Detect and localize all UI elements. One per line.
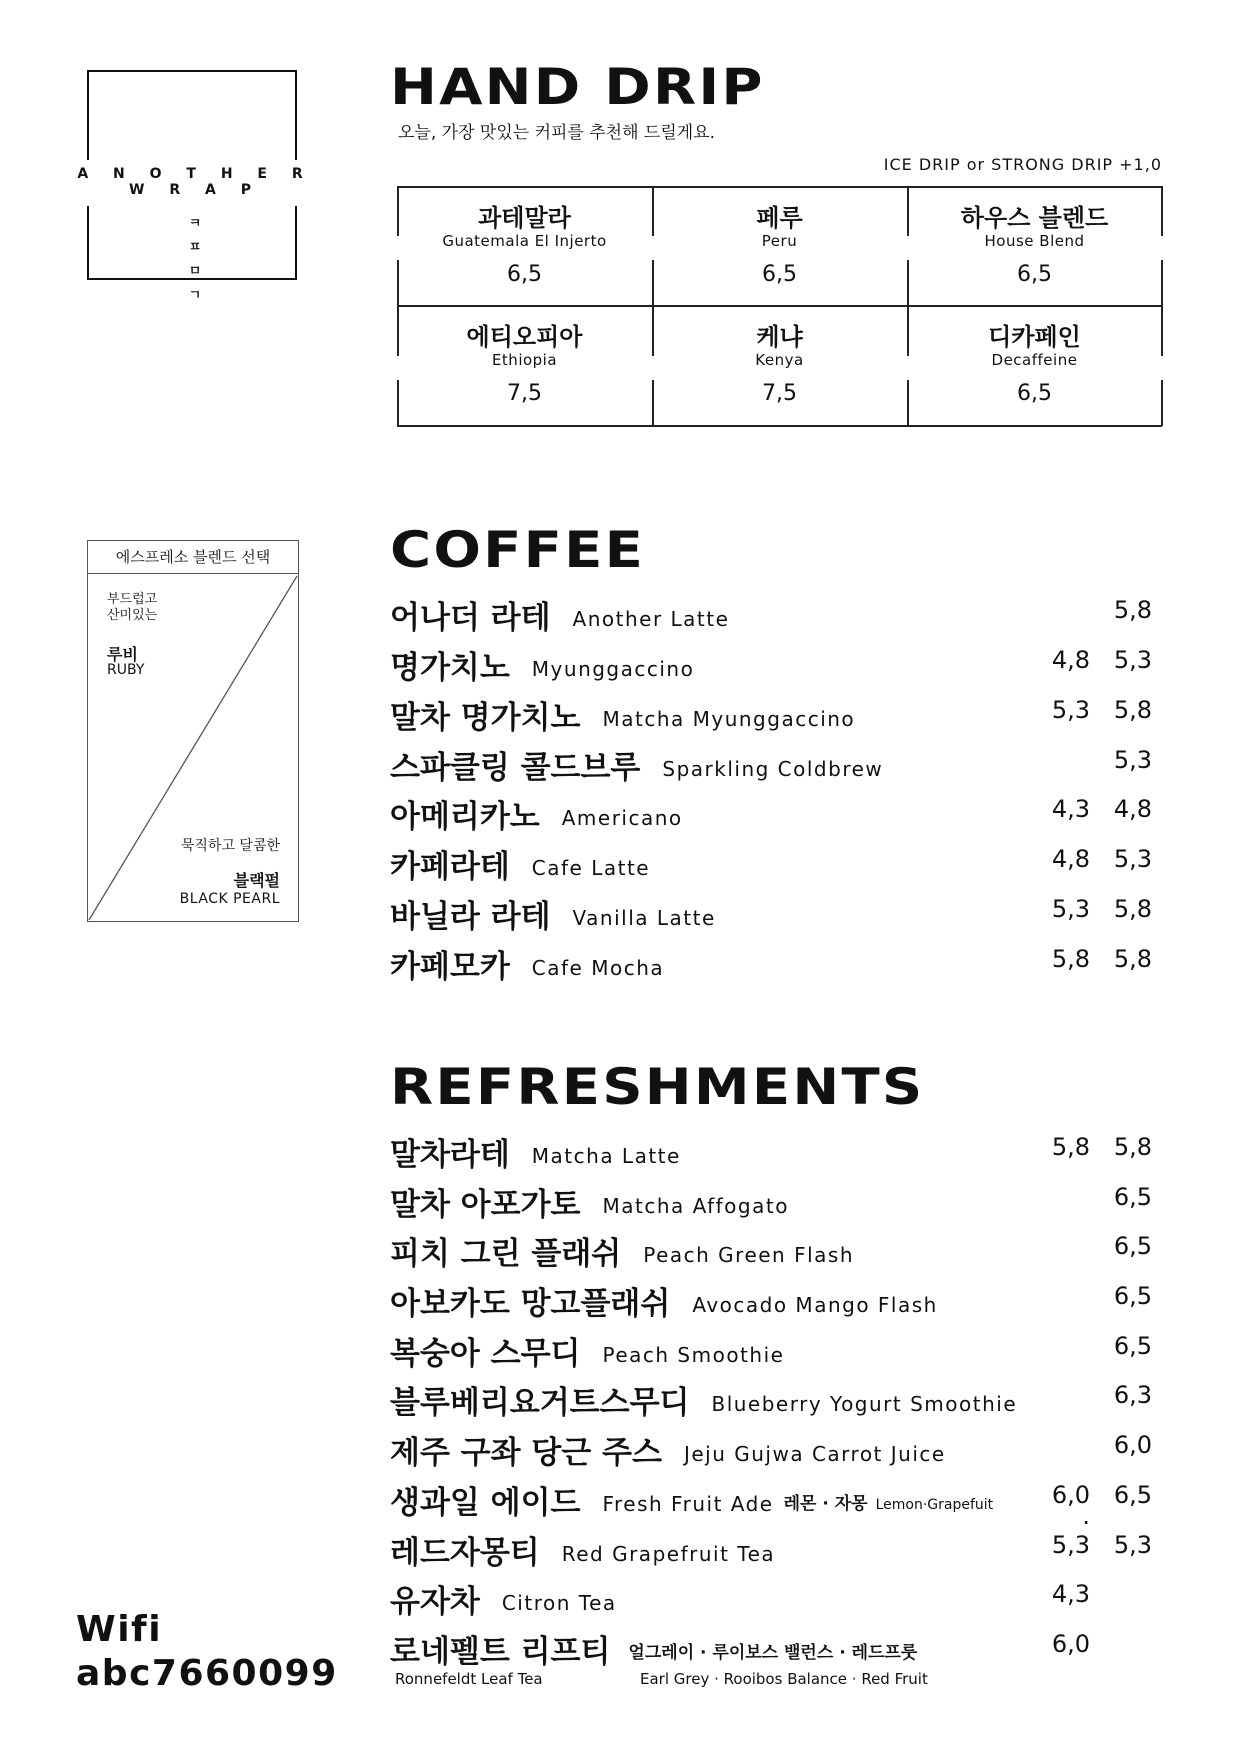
menu-row xyxy=(390,1475,1165,1537)
item-name-ko: 생과일 에이드 xyxy=(390,1485,581,1521)
price-large: 6,3 xyxy=(1113,1381,1152,1409)
price-large: 6,5 xyxy=(1113,1183,1152,1211)
item-name-ko: 아보카도 망고플래쉬 xyxy=(390,1286,671,1322)
item-name-en: Cafe Latte xyxy=(531,856,651,880)
item-name-en: Ronnefeldt Leaf Tea xyxy=(395,1670,543,1688)
item-name-en: Matcha Affogato xyxy=(602,1194,789,1218)
menu-row xyxy=(390,1276,1165,1320)
logo-brand-text: A N O T H E R W R A P xyxy=(77,166,313,198)
item-options-ko: 레몬 · 자몽 xyxy=(783,1494,868,1514)
menu-row xyxy=(390,839,1165,883)
menu-row xyxy=(390,889,1165,933)
hand-drip-item xyxy=(907,204,1162,288)
menu-row xyxy=(390,690,1165,734)
item-name-en: Vanilla Latte xyxy=(572,906,716,930)
menu-row xyxy=(390,1375,1165,1419)
item-price: 6,5 xyxy=(1017,262,1052,287)
item-price: 7,5 xyxy=(762,381,797,406)
item-name-en: Blueberry Yogurt Smoothie xyxy=(711,1392,1018,1416)
logo-glyphs-bottom: ㅁ ㄱ xyxy=(188,264,224,303)
coffee-title: COFFEE xyxy=(390,521,646,579)
item-name-ko: 아메리카노 xyxy=(390,799,540,835)
price-large: 5,8 xyxy=(1113,696,1152,724)
menu-row xyxy=(390,1574,1165,1618)
hand-drip-item xyxy=(907,323,1162,407)
hand-drip-item xyxy=(397,323,652,407)
price-large: 5,3 xyxy=(1113,746,1152,774)
item-name-ko: 어나더 라테 xyxy=(390,600,551,636)
item-name-ko: 하우스 블렌드 xyxy=(960,204,1109,232)
hand-drip-item xyxy=(652,323,907,407)
menu-row xyxy=(390,1127,1165,1171)
item-name-en: Peach Smoothie xyxy=(602,1343,785,1367)
item-name-ko: 페루 xyxy=(756,204,803,232)
price-large: 4,8 xyxy=(1113,795,1152,823)
item-name-en: Americano xyxy=(561,806,683,830)
price-large: 6,5 xyxy=(1113,1282,1152,1310)
item-price: 6,5 xyxy=(507,262,542,287)
price-large: 5,3 xyxy=(1113,646,1152,674)
hand-drip-tagline: 오늘, 가장 맛있는 커피를 추천해 드릴게요. xyxy=(398,123,716,143)
item-name-en: Another Latte xyxy=(572,607,730,631)
ruby-desc-line2: 산미있는 xyxy=(107,608,158,623)
item-name-en: Jeju Gujwa Carrot Juice xyxy=(683,1442,946,1466)
item-name-en: Sparkling Coldbrew xyxy=(662,757,884,781)
ice-drip-note: ICE DRIP or STRONG DRIP +1,0 xyxy=(883,155,1162,174)
menu-row xyxy=(390,1177,1165,1221)
price-hot: 5,8 xyxy=(1051,945,1090,973)
item-name-ko: 말차라테 xyxy=(390,1137,510,1173)
item-name-en: Red Grapefruit Tea xyxy=(561,1542,776,1566)
item-name-ko: 디카페인 xyxy=(988,323,1081,351)
wifi-info xyxy=(76,1608,338,1696)
hand-drip-item xyxy=(652,204,907,288)
item-price: 6,5 xyxy=(1017,381,1052,406)
item-name-en: Fresh Fruit Ade xyxy=(602,1492,774,1516)
ruby-description xyxy=(107,592,217,624)
item-name-en: Matcha Myunggaccino xyxy=(602,707,856,731)
menu-row xyxy=(390,1425,1165,1469)
price-large: 6,0 xyxy=(1113,1431,1152,1459)
item-name-ko: 케냐 xyxy=(756,323,803,351)
item-name-en: Citron Tea xyxy=(501,1591,617,1615)
logo-glyphs xyxy=(160,212,230,308)
item-options-en: Lemon·Grapefuit xyxy=(875,1497,994,1513)
item-name-ko: 말차 명가치노 xyxy=(390,700,581,736)
item-options-en: Earl Grey · Rooibos Balance · Red Fruit xyxy=(640,1670,928,1688)
menu-row xyxy=(390,1525,1165,1569)
wifi-password: abc7660099 xyxy=(76,1653,338,1694)
black-pearl-description: 묵직하고 달콤한 xyxy=(180,838,280,854)
hand-drip-item xyxy=(397,204,652,288)
price-hot: 6,0 · xyxy=(1051,1481,1090,1537)
price-hot: 5,3 xyxy=(1051,895,1090,923)
hand-drip-grid xyxy=(397,186,1162,426)
price-large: 6,5 xyxy=(1113,1481,1152,1509)
wifi-label: Wifi xyxy=(76,1609,163,1650)
price-large: 5,8 xyxy=(1113,945,1152,973)
price-large: 5,8 xyxy=(1113,895,1152,923)
item-price: 6,5 xyxy=(762,262,797,287)
ruby-desc-line1: 부드럽고 xyxy=(107,592,158,607)
item-name-en: Peach Green Flash xyxy=(643,1243,854,1267)
price-hot: 4,8 xyxy=(1051,646,1090,674)
item-name-ko: 에티오피아 xyxy=(466,323,583,351)
item-name-ko: 바닐라 라테 xyxy=(390,899,551,935)
item-name-ko: 레드자몽티 xyxy=(390,1535,540,1571)
price-hot: 4,3 xyxy=(1051,795,1090,823)
menu-row xyxy=(390,740,1165,784)
item-name-ko: 로네펠트 리프티 xyxy=(390,1634,611,1670)
item-name-en: Matcha Latte xyxy=(531,1144,681,1168)
menu-row xyxy=(390,789,1165,833)
menu-row xyxy=(390,590,1165,634)
price-hot: 6,0 xyxy=(1051,1630,1090,1658)
black-pearl-name-en: BLACK PEARL xyxy=(179,891,280,907)
price-large: 5,8 xyxy=(1113,596,1152,624)
item-name-ko: 과테말라 xyxy=(478,204,571,232)
price-large: 5,3 xyxy=(1113,845,1152,873)
item-name-ko: 유자차 xyxy=(390,1584,480,1620)
item-name-en: Peru xyxy=(761,232,798,250)
item-name-ko: 명가치노 xyxy=(390,650,510,686)
item-options-ko: 얼그레이 · 루이보스 밸런스 · 레드프룻 xyxy=(628,1643,918,1663)
item-name-en: Kenya xyxy=(755,351,804,369)
price-hot: 5,3 xyxy=(1051,1531,1090,1559)
item-name-en: Guatemala El Injerto xyxy=(442,232,607,250)
menu-row xyxy=(390,1326,1165,1370)
hand-drip-title: HAND DRIP xyxy=(390,58,765,116)
price-hot: 5,3 xyxy=(1051,696,1090,724)
ruby-name-en: RUBY xyxy=(107,662,145,678)
price-large: 6,5 xyxy=(1113,1232,1152,1260)
item-name-ko: 복숭아 스무디 xyxy=(390,1336,581,1372)
item-name-ko: 피치 그린 플래쉬 xyxy=(390,1236,622,1272)
item-name-ko: 블루베리요거트스무디 xyxy=(390,1385,690,1421)
menu-row xyxy=(390,939,1165,983)
item-name-ko: 말차 아포가토 xyxy=(390,1187,581,1223)
item-name-ko: 제주 구좌 당근 주스 xyxy=(390,1435,662,1471)
price-large: 5,8 xyxy=(1113,1133,1152,1161)
item-name-en: Cafe Mocha xyxy=(531,956,665,980)
refreshments-title: REFRESHMENTS xyxy=(390,1058,925,1116)
grid-line xyxy=(397,425,1162,427)
item-name-ko: 카페라테 xyxy=(390,849,510,885)
price-large: 6,5 xyxy=(1113,1332,1152,1360)
item-price: 7,5 xyxy=(507,381,542,406)
menu-row xyxy=(390,640,1165,684)
blend-card-title: 에스프레소 블렌드 선택 xyxy=(87,540,299,574)
grid-line xyxy=(397,305,1162,307)
menu-row xyxy=(390,1624,1165,1694)
price-hot: 4,3 xyxy=(1051,1580,1090,1608)
item-name-en: Avocado Mango Flash xyxy=(692,1293,938,1317)
item-name-ko: 스파클링 콜드브루 xyxy=(390,750,641,786)
logo-glyphs-top: ㅋ ㅍ xyxy=(188,216,224,255)
menu-row xyxy=(390,1226,1165,1270)
item-name-en: House Blend xyxy=(984,232,1085,250)
item-name-en: Decaffeine xyxy=(991,351,1078,369)
item-name-en: Myunggaccino xyxy=(531,657,695,681)
item-name-en: Ethiopia xyxy=(491,351,558,369)
price-hot: 5,8 xyxy=(1051,1133,1090,1161)
ruby-name-ko: 루비 xyxy=(107,645,138,664)
grid-line xyxy=(397,186,1162,188)
black-pearl-name-ko: 블랙펄 xyxy=(233,871,280,890)
item-name-ko: 카페모카 xyxy=(390,949,510,985)
price-hot: 4,8 xyxy=(1051,845,1090,873)
price-large: 5,3 xyxy=(1113,1531,1152,1559)
